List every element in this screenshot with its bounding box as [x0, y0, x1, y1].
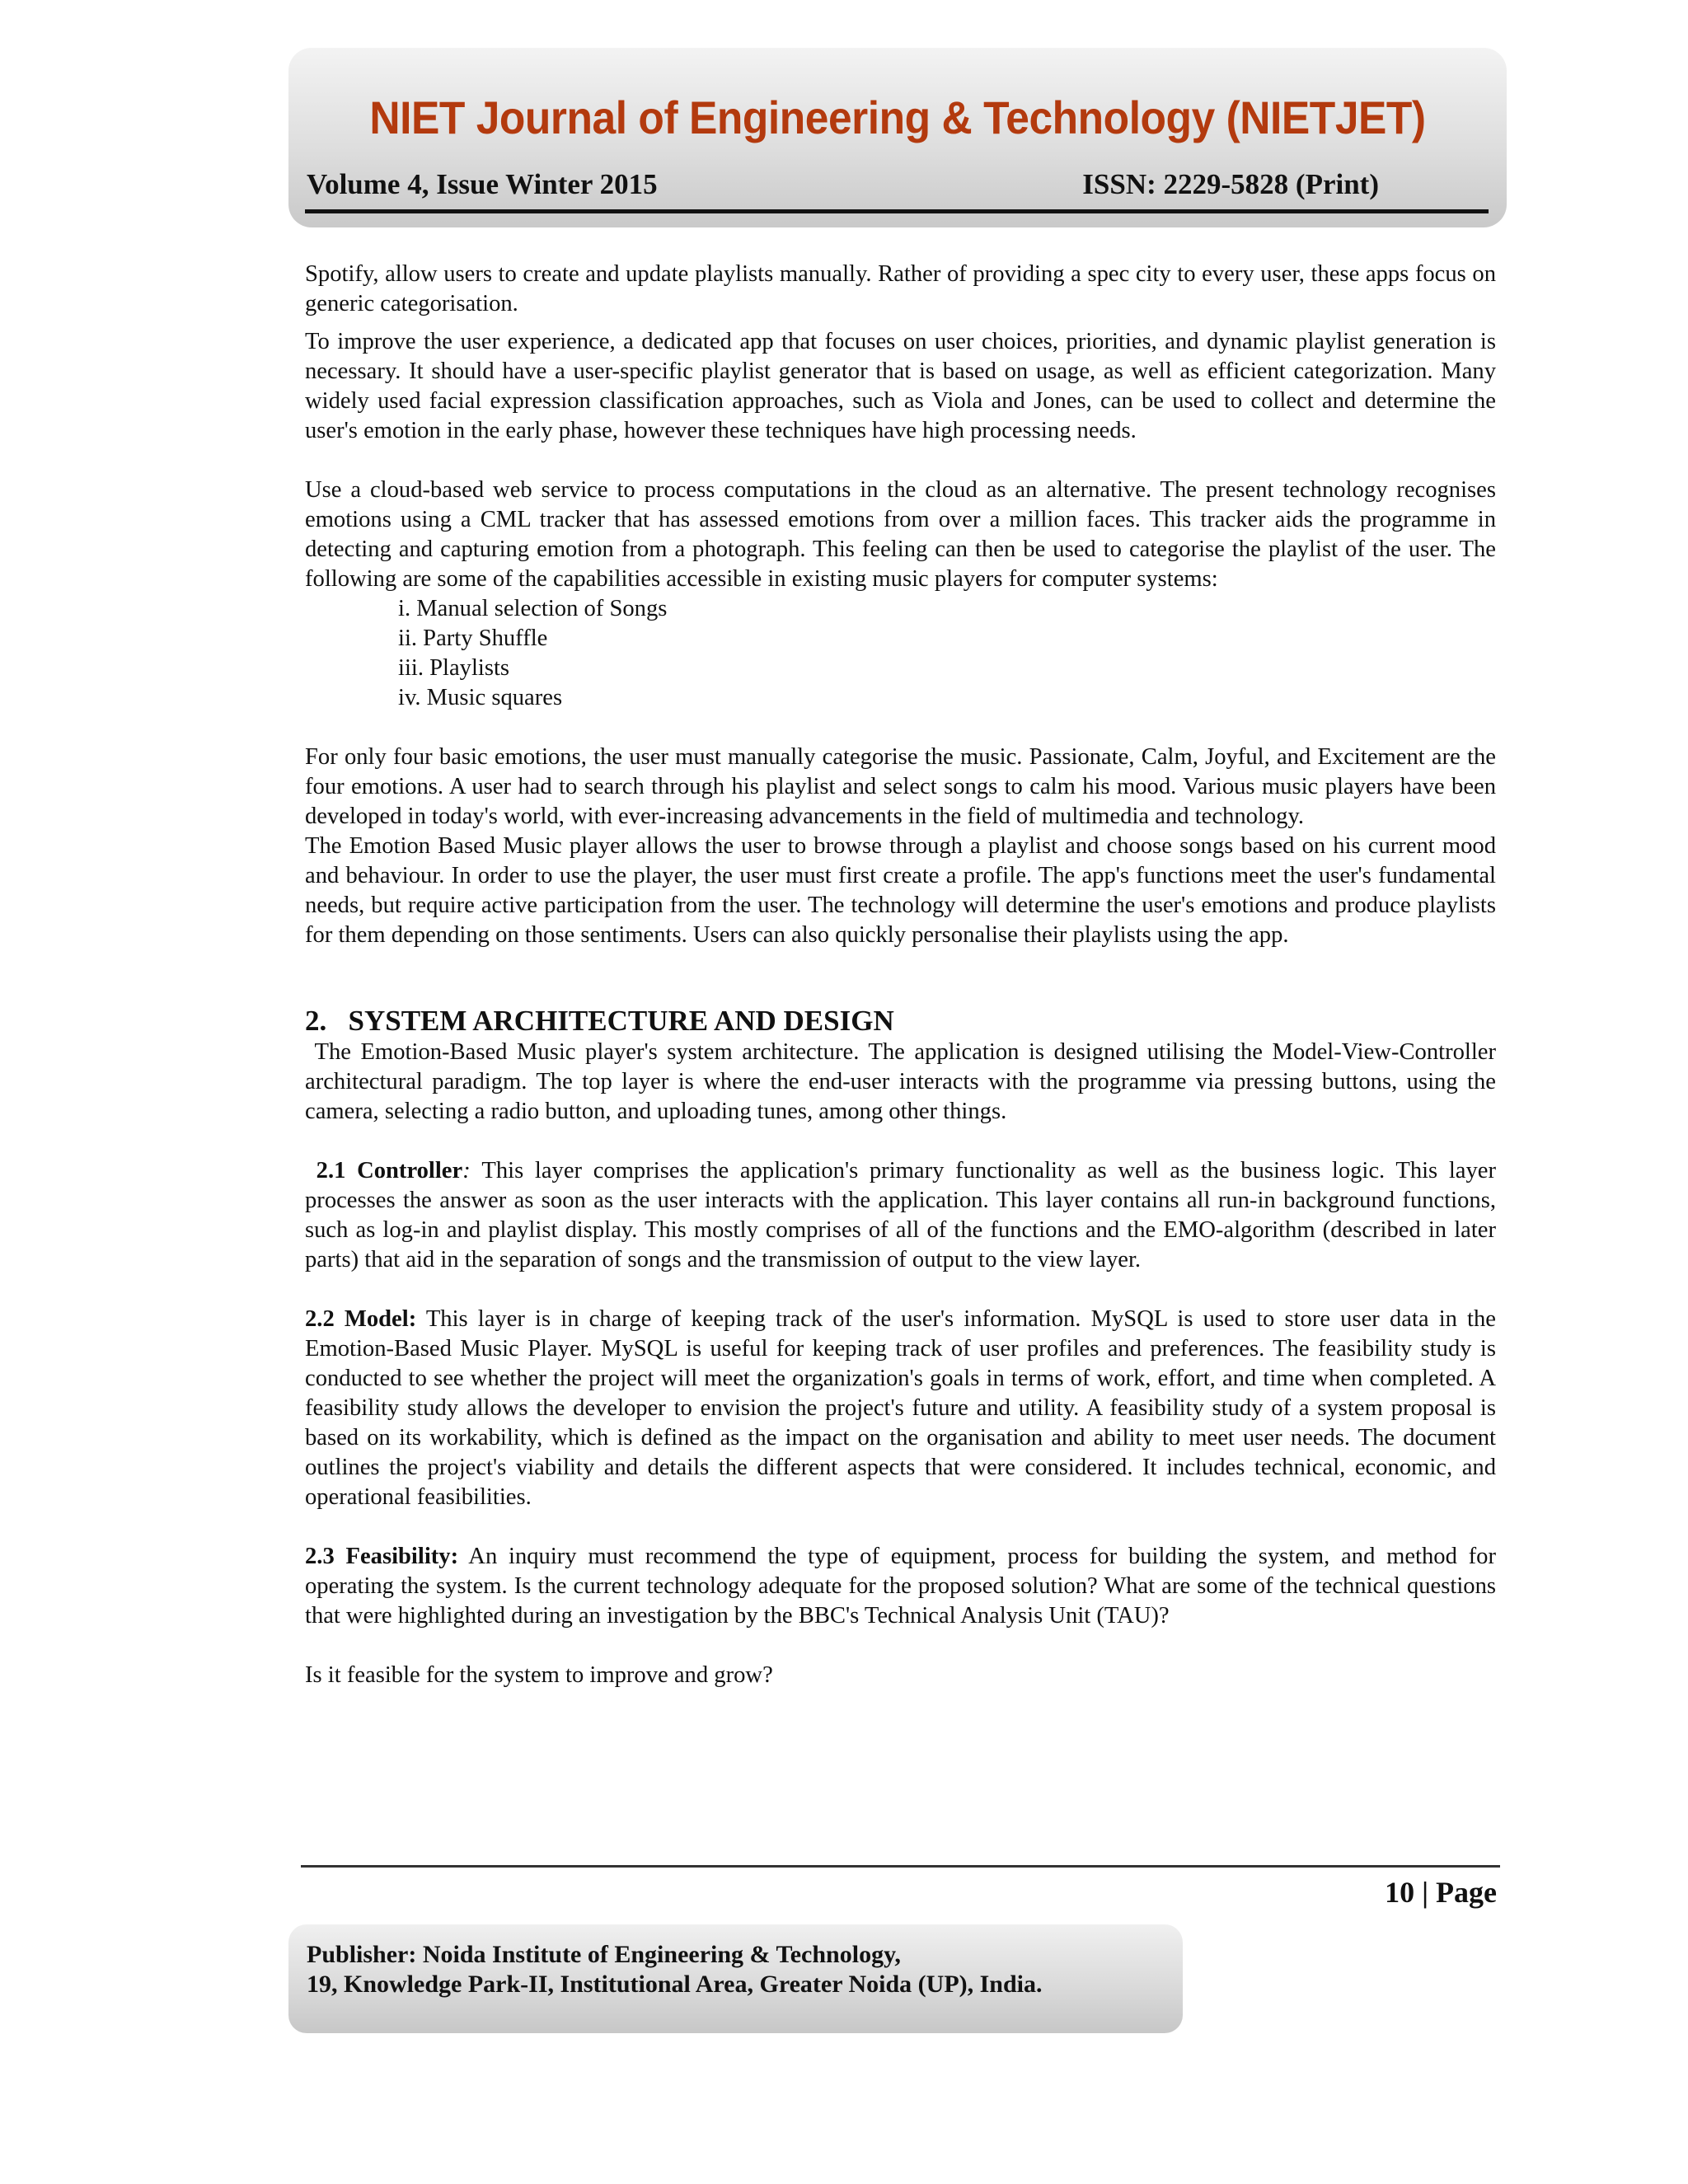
header-divider	[305, 209, 1489, 213]
model-text: This layer is in charge of keeping track of the user's information. MySQL is used to store user data in the Emotion-Based Music Player. MySQL is useful for keeping track of user profiles and preferences. The feasibility study is conducted to see whether the project will meet the organization's goals in terms of work, effort, and time when completed. A feasibility study allows the developer to envision the project's future and utility. A feasibility study of a system proposal is based on its workability, which is defined as the impact on the organisation and ability to meet user needs. The document outlines the project's viability and details the different aspects that were considered. It includes technical, economic, and operational feasibilities.	[305, 1306, 1496, 1510]
controller-text: This layer comprises the application's primary functionality as well as the business logic. This layer processes the answer as soon as the user interacts with the application. This layer contains all run-in background functions, such as log-in and playlist display. This mostly comprises of all of the functions and the EMO-algorithm (described in later parts) that aid in the separation of songs and the transmission of output to the view layer.	[305, 1158, 1497, 1272]
paragraph: To improve the user experience, a dedicated app that focuses on user choices, priorities, and dynamic playlist generation is necessary. It should have a user-specific playlist generator that is based on usage, as well as efficient categorization. Many widely used facial expression classification approaches, such as Viola and Jones, can be used to collect and determine the user's emotion in the early phase, however these techniques have high processing needs.	[305, 329, 1496, 443]
list-item: ii. Party Shuffle	[398, 626, 548, 651]
page-number: 10 | Page	[1385, 1876, 1497, 1909]
feasibility-label: 2.3 Feasibility:	[305, 1544, 459, 1569]
controller-colon: :	[462, 1158, 482, 1183]
paragraph: The Emotion Based Music player allows the user to browse through a playlist and choose songs based on his current mood and behaviour. In order to use the player, the user must first create a profile. The app's functions meet the user's fundamental needs, but require active participation from the user. The technology will determine the user's emotions and produce playlists for them depending on those sentiments. Users can also quickly personalise their playlists using the app.	[305, 833, 1496, 948]
paragraph: For only four basic emotions, the user must manually categorise the music. Passionate, Calm, Joyful, and Excitement are the four emotions. A user had to search through his playlist and select songs to calm his mood. Various music players have been developed in today's world, with ever-increasing advancements in the field of multimedia and technology.	[305, 744, 1496, 829]
list-item: iv. Music squares	[398, 685, 563, 710]
feasibility-text: An inquiry must recommend the type of equipment, process for building the system, and method for operating the system. Is the current technology adequate for the proposed solution? What are some of the technical questions that were highlighted during an investigation by the BBC's Technical Analysis Unit (TAU)?	[305, 1544, 1496, 1629]
capabilities-list	[398, 594, 1496, 713]
publisher-address: 19, Knowledge Park-II, Institutional Area, Greater Noida (UP), India.	[307, 1971, 1043, 1998]
volume-issue: Volume 4, Issue Winter 2015	[307, 168, 658, 200]
paragraph: Is it feasible for the system to improve and grow?	[305, 1662, 773, 1688]
footer-divider	[301, 1865, 1500, 1868]
paragraph: The Emotion-Based Music player's system architecture. The application is designed utilising the Model-View-Controller architectural paradigm. The top layer is where the end-user interacts with the programme via pressing buttons, using the camera, selecting a radio button, and uploading tunes, among other things.	[305, 1039, 1496, 1124]
controller-label: 2.1 Controller	[305, 1158, 463, 1183]
issn: ISSN: 2229-5828 (Print)	[1082, 168, 1379, 200]
paragraph: Use a cloud-based web service to process computations in the cloud as an alternative. The present technology recognises emotions using a CML tracker that has assessed emotions from over a million faces. This tracker aids the programme in detecting and capturing emotion from a photograph. This feeling can then be used to categorise the playlist of the user. The following are some of the capabilities accessible in existing music players for computer systems:	[305, 477, 1496, 592]
feasibility-paragraph	[305, 1542, 1496, 1631]
publisher-line: Publisher: Noida Institute of Engineering & Technology,	[307, 1941, 901, 1968]
model-label: 2.2 Model:	[305, 1306, 417, 1332]
paragraph: Spotify, allow users to create and update playlists manually. Rather of providing a spec city to every user, these apps focus on generic categorisation.	[305, 261, 1496, 316]
list-item: iii. Playlists	[398, 655, 510, 681]
list-item: i. Manual selection of Songs	[398, 596, 668, 621]
journal-title: NIET Journal of Engineering & Technology (NIETJET)	[369, 91, 1426, 143]
model-paragraph	[305, 1305, 1496, 1512]
controller-paragraph	[305, 1156, 1496, 1275]
journal-header	[288, 48, 1507, 227]
article-body	[305, 260, 1496, 1690]
section-heading: 2. SYSTEM ARCHITECTURE AND DESIGN	[305, 1005, 894, 1037]
publisher-box	[288, 1924, 1183, 2033]
